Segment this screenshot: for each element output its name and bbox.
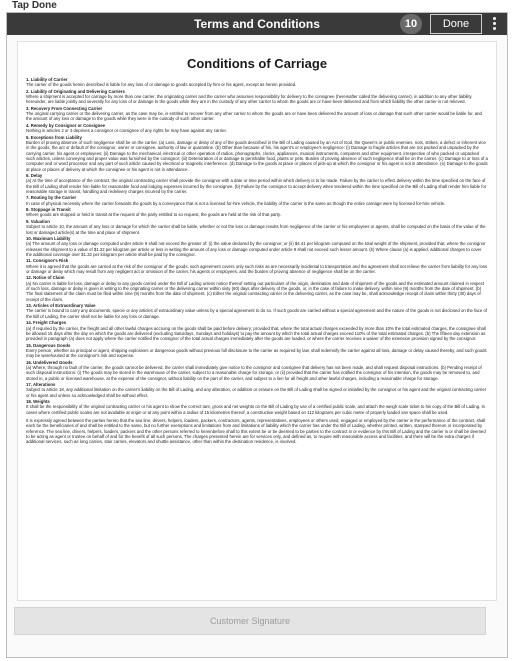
clause-heading: 14. Freight Charges	[26, 320, 67, 326]
clause-text: The carrier is bound to carry any documents, specie or any articles of extraordinary value unless by a special agreement to do so. If such goods are carried without a special agreement and the nature of the goods is not disclosed on the face of the Bill of Lading, the carrier shall not be liable for any loss or damage.	[26, 308, 487, 319]
customer-signature-button[interactable]: Customer Signature	[14, 607, 486, 635]
clause-text: (a) At the time of acceptance of the contract, the original contracting carrier shall provide the consignor with a date or time period within which delivery is to be made. Failure by the carrier to effect delivery within the time specified on the face of the Bill of Lading shall render him liable for reasonable food and lodging expenses incurred by the consignee. (b) Failure by the consignor to accept delivery when tendered within the time specified on the Bill of Lading shall render him liable for reasonable storage in transit, handling and redelivery charges incurred by the carrier.	[26, 178, 487, 194]
clause-item	[26, 207, 488, 218]
clause-heading: 6. Delay	[26, 172, 43, 178]
clause-text: Every person, whether as principal or agent, shipping explosives or dangerous goods without previous full disclosure to the carrier as required by law, shall indemnify the carrier against all loss, damage or delay caused thereby, and such goods may be warehoused at the consignor's risk and expense.	[26, 347, 487, 359]
clause-text: The original carrying carrier or the delivering carrier, as the case may be, is entitled to recover from any other carrier to whom the goods are or have been delivered the amount of loss or damage that such other carrier would be liable for, and the amount of any loss or damage to the goods while they were in the custody of such other carrier.	[26, 111, 482, 122]
clause-item	[26, 106, 488, 122]
clause-text: Burden of proving absence of such negligence shall be on the carrier. (a) Loss, damage or delay of any of the goods described in the Bill of Lading caused by an Act of God, the Queen's or public enemies, riots, strikes, a defect or inherent vice in the goods, the act or default of the consignor, owner or consignee, authority of law or quarantine. (b) Other than because of his, his agent's or employee's negligence: (i) Damage to fragile articles that are not packed and unpacked by the carrying carrier, his agent or employees; (ii) Damage to the mechanical, electrical or other operation of radios, phonographs, clocks, appliances, musical instruments, computers and other equipment, irrespective of who packed or unpacked such articles, unless conveying and proper value was furnished by the consignor; (iii) Deterioration of or damage to perishable food, plants or pets. Burden of proving absence of such negligence shall be on the carrier. (c) Damage to or loss of a computer and or word processor and any part of such article caused by electrical or magnetic interference. (d) Damage to the goods at place or places of pick-up at which the consignor or his agent is not in attendance. (e) Damage to the goods at place or places of delivery at which the consignee or his agent is not in attendance.	[26, 140, 488, 172]
clause-text: (a) No carrier is liable for loss, damage or delay to any goods carried under the Bill of Lading unless notice thereof setting out particulars of the origin, destination and date of shipment of the goods and the estimated amount claimed in respect of such loss, damage or delay is given in writing to the originating carrier or the delivering carrier within sixty (60) days after delivery of the goods, or, in the case of failure to make delivery, within nine (9) months from the date of shipment. (b) The final statement of the claim must be filed within nine (9) months from the date of shipment. (c) Either the original contracting carrier or the delivering carrier, as the case may be, shall acknowledge receipt of claim within thirty (30) days of receipt of the claim.	[26, 280, 485, 302]
clause-text: Nothing in articles 2 or 3 deprives a consignor or consignee of any rights he may have against any carrier.	[26, 128, 227, 134]
clause-heading: 5. Exceptions from Liability	[26, 134, 82, 140]
document-heading: Conditions of Carriage	[186, 56, 328, 71]
clause-heading: 2. Liability of Originating and Delivering Carriers	[26, 88, 125, 94]
clause-text: (a) The amount of any loss or damage computed under article 9 shall not exceed the greater of: (i) the value declared by the consignor; or (ii) $4.41 per kilogram computed on the total weight of the shipment, provided that, where the consignor releases the shipment to a value of $1.32 per kilogram per article or less in writing the amount of any loss or damage computed under article 9 shall not exceed such lesser amount. (b) Where clause (a) is applied, additional charges to cover the additional coverage over $1.32 per kilogram per article shall be paid by the consignor.	[26, 241, 486, 257]
clause-heading: 7. Routing by the Carrier	[26, 195, 77, 201]
clause-item	[26, 382, 488, 398]
clause-item	[26, 275, 488, 301]
clause-heading: 9. Valuation	[26, 218, 50, 224]
clause-item	[26, 343, 488, 359]
clause-text: Where a shipment is accepted for carriage by more than one carrier, the originating carrier and the carrier who assumes responsibility for delivery to the consignee (hereinafter called the delivering carrier), in addition to any other liability hereunder, are liable jointly and severally for any loss of or damage to the goods while they are in the custody of any other carrier to whom the goods are or have been delivered and from which liability the other carrier is not relieved.	[26, 94, 472, 105]
clause-text: It shall be the responsibility of the original contracting carrier or his agent to show the correct tare, gross and net weights on the Bill of Lading by use of a certified public scale, and attach the weigh scale ticket to his copy of the Bill of Lading. In cases where certified public scales are not available at origin or at any point within a radius of 15 kilometres thereof, a constructive weight based on 112 kilograms per cubic metre of properly loaded van space shall be used.	[26, 404, 486, 415]
clause-text: (a) Where, through no fault of the carrier, the goods cannot be delivered, the carrier shall immediately give notice to the consignor and consignee that delivery has not been made, and shall request disposal instructions. (b) Pending receipt of such disposal instructions: (i) The goods may be stored in the warehouse of the carrier, subject to a reasonable charge for storage, or (ii) provided that the carrier has notified the consignor of his intention, the goods may be removed to, and stored in, a public or licensed warehouse, at the expense of the consignor, without liability on the part of the carrier, and subject to a lien for all freight and other lawful charges, including a reasonable charge for storage.	[26, 364, 482, 381]
clause-text: Where it is agreed that the goods are carried at the risk of the consignor of the goods, such agreement covers only such risks as are necessarily incidental to transportation and the agreement shall not relieve the carrier from liability for any loss or damage or delay which may result from any negligent act or omission of the carrier, his agents or employees, and the burden of proving absence of negligence shall be on the carrier.	[26, 263, 488, 274]
clause-text: In case of physical necessity where the carrier forwards the goods by a conveyance that is not a licensed for-hire vehicle, the liability of the carrier is the same as though the entire carriage were by licensed for-hire vehicle.	[26, 200, 446, 206]
clause-heading: 13. Articles of Extraordinary Value	[26, 303, 96, 309]
clause-list	[26, 77, 488, 415]
page-title: Terms and Conditions	[194, 17, 320, 31]
clause-item	[26, 135, 488, 172]
clause-text: Subject to article 10, the amount of any loss or damage for which the carrier shall be liable, whether or not the loss or damage results from negligence of the carrier or his employees or agents, shall be computed on the basis of the value of the lost or damaged article(s) at the time and place of shipment.	[26, 224, 486, 235]
clause-heading: 1. Liability of Carrier	[26, 77, 68, 82]
clause-item	[26, 236, 488, 257]
clause-heading: 16. Undelivered Goods	[26, 359, 73, 365]
more-options-icon[interactable]	[488, 16, 500, 32]
clause-text: (a) If required by the carrier, the freight and all other lawful charges accruing on the goods shall be paid before delivery; provided that, where the total actual charges exceeded by more than 10% the total estimated charges, the consignee shall be allowed 15 days after the day on which the goods are delivered (excluding Saturdays, Sundays and holidays) to pay the amount by which the total actual charges exceed 110% of the total estimated charges. (b) The fifteen day extension as provided in paragraph (a) does not apply where the carrier notified the consignor of the total actual charges immediately after the goods are loaded, or where the carrier receives a waiver of the extension provision signed by the consignor.	[26, 325, 486, 342]
clause-heading: 8. Stoppage in Transit	[26, 207, 71, 213]
clause-item	[26, 320, 488, 341]
clause-heading: 11. Consignor's Risk	[26, 258, 69, 264]
title-bar	[7, 13, 507, 35]
clause-heading: 12. Notice of Claim	[26, 275, 65, 281]
terms-window	[6, 12, 508, 658]
clause-item	[26, 303, 488, 319]
conditions-document[interactable]	[17, 41, 497, 601]
instruction-label: Tap Done	[12, 0, 57, 11]
clause-item	[26, 195, 488, 206]
clause-item	[26, 173, 488, 194]
clause-item	[26, 219, 488, 235]
clause-text: Where goods are stopped or held in transit at the request of the party entitled to so request, the goods are held at the risk of that party.	[26, 212, 282, 218]
clause-heading: 10. Maximum Liability	[26, 236, 71, 241]
clause-heading: 17. Alterations	[26, 382, 56, 388]
step-number-badge: 10	[400, 14, 422, 34]
clause-heading: 15. Dangerous Goods	[26, 342, 71, 348]
clause-item	[26, 360, 488, 381]
clause-text: The carrier of the goods herein described is liable for any loss of or damage to goods accepted by him or his agent, except as herein provided.	[26, 82, 297, 88]
clause-item	[26, 77, 488, 88]
clause-item	[26, 123, 488, 134]
clause-heading: 4. Remedy by Consignor or Consignee	[26, 122, 106, 128]
clause-heading: 3. Recovery From Connecting Carrier	[26, 105, 103, 111]
done-button[interactable]: Done	[430, 14, 482, 34]
clause-text: Subject to article 18, any additional limitation on the carrier's liability on the Bill of Lading, and any alteration, or addition or erasure on the Bill of Lading shall be signed or initialled by the consignor or his agent and the original contracting carrier or his agent and unless so acknowledged shall be without effect.	[26, 387, 487, 398]
closing-paragraph: It is expressly agreed between the parties hereto that the sea line, drivers, helpers, loaders, packers, contractors, agents, representatives, employees or others used, engaged or employed by the carrier in the performance of the contract, shall each be the beneficiaries of and shall be entitled to the same, but no further exemptions and limitations from and limitations of liability which the carrier has under the Bill of Lading, whether printed, written, stamped thereon or incorporated by reference. The sea line, drivers, helpers, loaders, packers and the other persons referred to hereinbefore shall to this extent be or be deemed to be parties to the contract in or evidence by this Bill of Lading and the carrier is or shall be deemed to be acting as agent or trustee on behalf of and for the benefit of all such persons. The charges presented herein are for services only, and defined as, to require with reasonable access and facilities, and there will be the extra charges if additional services, such as long carries, stair carries, elevators and shuttle assistance, other than within the destination residence, is involved.	[26, 418, 486, 445]
clause-item	[26, 399, 488, 415]
clause-item	[26, 258, 488, 274]
clause-heading: 18. Weights	[26, 399, 50, 405]
clause-item	[26, 89, 488, 105]
